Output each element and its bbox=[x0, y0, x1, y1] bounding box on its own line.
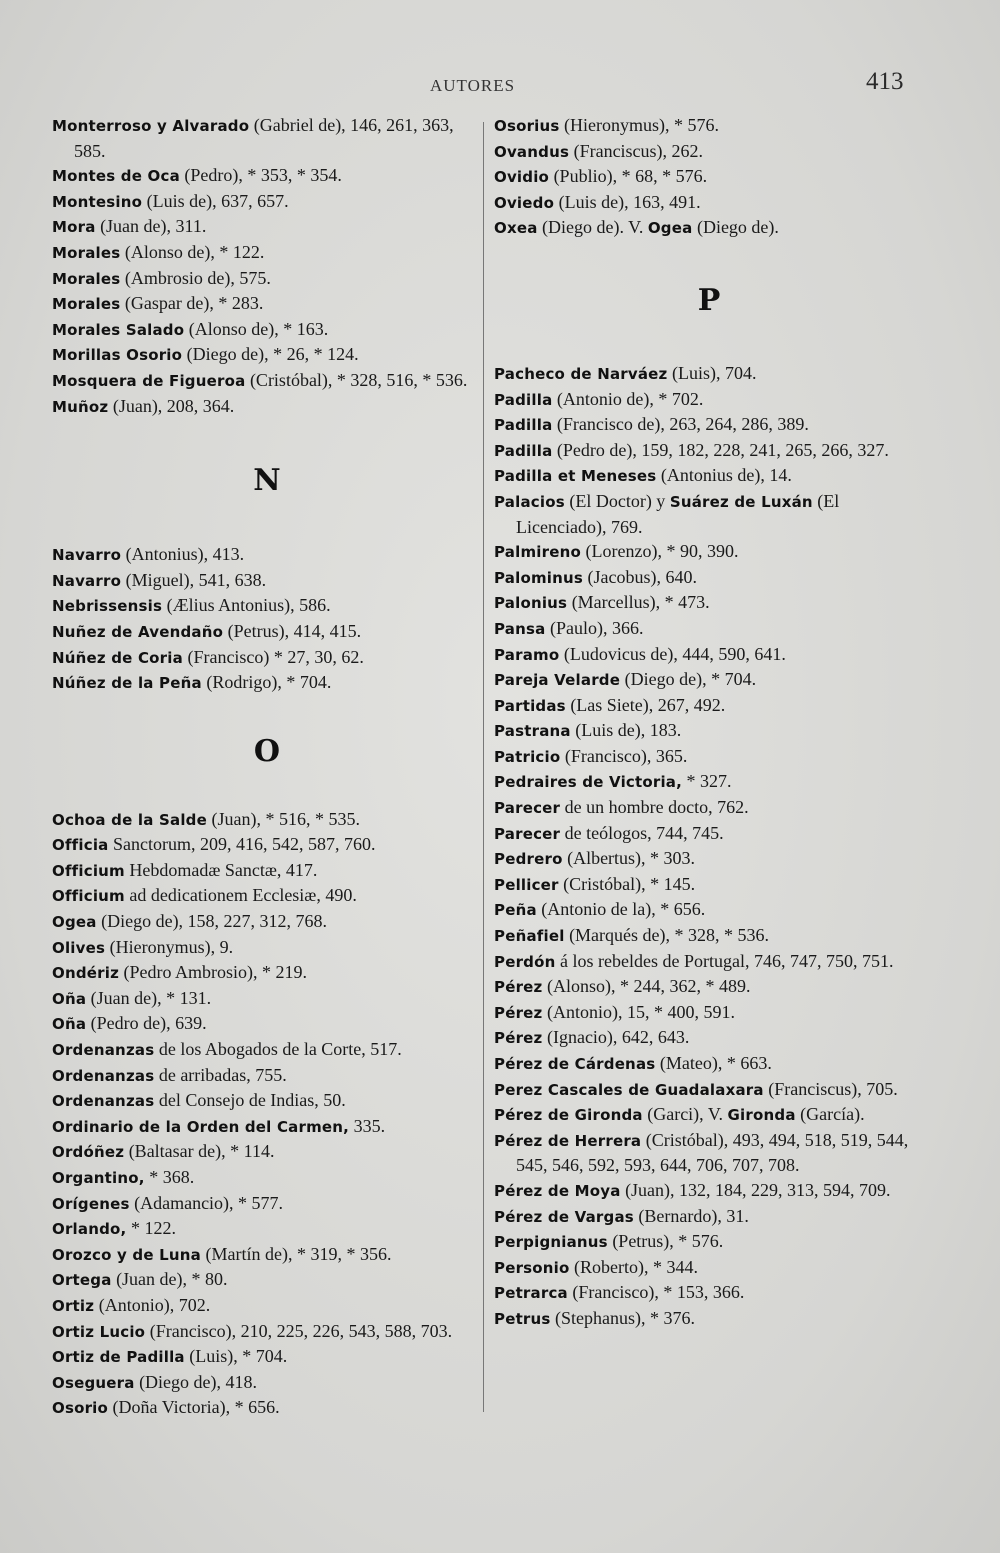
index-entry bbox=[52, 1242, 482, 1268]
index-entry bbox=[52, 1139, 482, 1165]
entry-text: (Martín de), * 319, * 356. bbox=[200, 1243, 392, 1264]
index-entry bbox=[494, 718, 924, 744]
entry-text: (Francisco), * 153, 366. bbox=[567, 1282, 745, 1303]
index-entry bbox=[52, 1191, 482, 1217]
entry-heading: Ortega bbox=[52, 1271, 112, 1290]
index-entry bbox=[52, 266, 482, 292]
index-entry bbox=[494, 139, 924, 165]
entry-heading: Muñoz bbox=[52, 397, 109, 416]
index-entry bbox=[52, 645, 482, 671]
index-entry bbox=[52, 593, 482, 619]
entry-text: * 122. bbox=[126, 1218, 176, 1239]
entry-heading: Pastrana bbox=[494, 722, 571, 741]
index-entry bbox=[494, 1178, 924, 1204]
entry-group-n bbox=[52, 542, 482, 696]
index-entry bbox=[52, 163, 482, 189]
entry-heading: Pérez bbox=[494, 1003, 543, 1022]
entry-heading: Officia bbox=[52, 836, 109, 855]
index-entry bbox=[52, 960, 482, 986]
entry-heading: Peña bbox=[494, 901, 537, 920]
index-entry bbox=[494, 1077, 924, 1103]
section-letter-n-wrap bbox=[52, 419, 482, 542]
index-entry bbox=[494, 897, 924, 923]
entry-heading: Padilla bbox=[494, 416, 553, 435]
section-letter-p: P bbox=[697, 283, 721, 319]
entry-heading: Nuñez de Avendaño bbox=[52, 622, 224, 641]
index-entry bbox=[494, 463, 924, 489]
index-entry bbox=[494, 642, 924, 668]
entry-text: (Bernardo), 31. bbox=[633, 1205, 749, 1226]
entry-text: (Gabriel de), 146, 261, 363, 585. bbox=[74, 115, 454, 161]
entry-group-m bbox=[52, 113, 482, 419]
column-divider bbox=[483, 122, 484, 1412]
index-entry bbox=[494, 949, 924, 975]
entry-text: (Marqués de), * 328, * 536. bbox=[564, 925, 770, 946]
index-entry bbox=[52, 189, 482, 215]
entry-heading: Padilla bbox=[494, 441, 553, 460]
entry-text: (El Licenciado), 769. bbox=[516, 490, 840, 537]
entry-text: (Juan), 208, 364. bbox=[108, 395, 235, 416]
entry-heading: Pérez de Herrera bbox=[494, 1131, 642, 1150]
section-letter-o: O bbox=[253, 733, 281, 769]
index-entry bbox=[52, 670, 482, 696]
entry-text: (Cristóbal), * 145. bbox=[558, 873, 696, 894]
index-entry bbox=[52, 909, 482, 935]
entry-text: del Consejo de Indias, 50. bbox=[154, 1090, 346, 1111]
entry-heading: Montesino bbox=[52, 192, 143, 211]
index-entry bbox=[52, 240, 482, 266]
entry-text: (Ignacio), 642, 643. bbox=[542, 1027, 690, 1048]
entry-text: Sanctorum, 209, 416, 542, 587, 760. bbox=[108, 834, 376, 855]
entry-heading: Pérez de Gironda bbox=[494, 1106, 643, 1125]
index-entry bbox=[52, 619, 482, 645]
index-entry bbox=[494, 872, 924, 898]
index-entry bbox=[52, 832, 482, 858]
index-entry bbox=[494, 590, 924, 616]
entry-text: (Franciscus), 705. bbox=[763, 1078, 898, 1099]
entry-heading: Ogea bbox=[52, 913, 97, 932]
entry-text: (Miguel), 541, 638. bbox=[121, 569, 267, 590]
entry-text: (Luis de), 163, 491. bbox=[554, 191, 701, 212]
index-entry bbox=[494, 1025, 924, 1051]
entry-text: Hebdomadæ Sanctæ, 417. bbox=[124, 859, 318, 880]
index-entry bbox=[494, 489, 924, 539]
index-entry bbox=[52, 1293, 482, 1319]
entry-heading: Paramo bbox=[494, 645, 560, 664]
entry-text: (Publio), * 68, * 576. bbox=[549, 166, 708, 187]
index-entry bbox=[494, 565, 924, 591]
entry-heading: Pellicer bbox=[494, 875, 559, 894]
entry-heading: Osorio bbox=[52, 1399, 109, 1418]
entry-text: (Luis), * 704. bbox=[184, 1346, 288, 1367]
entry-text: (Juan), 132, 184, 229, 313, 594, 709. bbox=[620, 1179, 891, 1200]
entry-heading: Perdón bbox=[494, 952, 556, 971]
index-entry bbox=[494, 190, 924, 216]
entry-heading: Núñez de la Peña bbox=[52, 674, 202, 693]
entry-heading: Oña bbox=[52, 989, 87, 1008]
entry-text: (Petrus), 414, 415. bbox=[223, 620, 362, 641]
entry-text: (Rodrigo), * 704. bbox=[201, 672, 332, 693]
entry-text: * 327. bbox=[682, 771, 732, 792]
entry-heading: Oviedo bbox=[494, 193, 555, 212]
left-column bbox=[52, 113, 482, 1421]
index-entry bbox=[494, 1280, 924, 1306]
entry-text: (Francisco) * 27, 30, 62. bbox=[182, 646, 364, 667]
running-head bbox=[0, 68, 1000, 102]
entry-heading: Padilla et Meneses bbox=[494, 467, 657, 486]
entry-heading: Osorius bbox=[494, 117, 560, 135]
index-entry bbox=[494, 1204, 924, 1230]
entry-heading: Olives bbox=[52, 938, 106, 957]
entry-heading: Petrus bbox=[494, 1309, 551, 1328]
entry-text: (Petrus), * 576. bbox=[607, 1231, 724, 1252]
entry-text: (Francisco), 365. bbox=[560, 745, 688, 766]
index-entry bbox=[52, 935, 482, 961]
entry-text: (El Doctor) y bbox=[564, 490, 670, 511]
entry-text: (García). bbox=[795, 1104, 865, 1125]
index-entry bbox=[494, 667, 924, 693]
entry-heading: Nebrissensis bbox=[52, 597, 163, 616]
entry-heading: Palonius bbox=[494, 594, 568, 613]
index-entry bbox=[52, 1319, 482, 1345]
entry-text: (Ludovicus de), 444, 590, 641. bbox=[559, 643, 786, 664]
entry-heading: Officium bbox=[52, 861, 125, 880]
index-entry bbox=[494, 821, 924, 847]
index-entry bbox=[52, 883, 482, 909]
index-entry bbox=[494, 846, 924, 872]
index-entry bbox=[52, 394, 482, 420]
entry-text: (Juan de), * 80. bbox=[111, 1269, 228, 1290]
index-entry bbox=[52, 1216, 482, 1242]
entry-text: 335. bbox=[349, 1115, 386, 1136]
entry-heading: Pacheco de Narváez bbox=[494, 364, 668, 383]
index-entry bbox=[52, 342, 482, 368]
index-entry bbox=[52, 1165, 482, 1191]
section-letter-o-wrap bbox=[52, 696, 482, 807]
entry-group-o-continued bbox=[494, 113, 924, 241]
entry-heading: Suárez de Luxán bbox=[669, 492, 813, 511]
page-number: 413 bbox=[866, 68, 904, 95]
index-entry bbox=[494, 361, 924, 387]
entry-text: (Mateo), * 663. bbox=[655, 1053, 772, 1073]
entry-text: (Antonio de la), * 656. bbox=[536, 899, 706, 920]
entry-heading: Peñafiel bbox=[494, 927, 565, 946]
entry-heading: Orozco y de Luna bbox=[52, 1245, 201, 1264]
index-entry bbox=[52, 1063, 482, 1089]
index-entry bbox=[494, 113, 924, 139]
entry-text: (Juan de), 311. bbox=[95, 216, 207, 237]
index-entry bbox=[52, 291, 482, 317]
entry-text: (Jacobus), 640. bbox=[583, 566, 698, 587]
entry-text: (Diego de). V. bbox=[537, 217, 648, 238]
entry-heading: Morales bbox=[52, 243, 121, 262]
entry-heading: Ortiz de Padilla bbox=[52, 1348, 185, 1367]
entry-text: (Ælius Antonius), 586. bbox=[162, 595, 331, 616]
entry-heading: Núñez de Coria bbox=[52, 648, 183, 667]
entry-heading: Mosquera de Figueroa bbox=[52, 371, 246, 390]
entry-heading: Gironda bbox=[727, 1106, 796, 1125]
entry-text: (Diego de), * 26, * 124. bbox=[182, 344, 359, 365]
index-entry bbox=[494, 1051, 924, 1077]
index-entry bbox=[494, 795, 924, 821]
entry-heading: Morales Salado bbox=[52, 320, 185, 339]
index-entry bbox=[52, 1267, 482, 1293]
index-entry bbox=[52, 1344, 482, 1370]
entry-text: (Adamancio), * 577. bbox=[129, 1192, 284, 1213]
entry-heading: Montes de Oca bbox=[52, 167, 180, 186]
entry-text: (Albertus), * 303. bbox=[562, 848, 696, 869]
entry-text: (Roberto), * 344. bbox=[569, 1256, 699, 1277]
entry-text: á los rebeldes de Portugal, 746, 747, 750, 751. bbox=[555, 950, 894, 971]
entry-text: (Francisco), 210, 225, 226, 543, 588, 703. bbox=[145, 1320, 453, 1341]
entry-heading: Ogea bbox=[647, 219, 693, 238]
entry-text: (Alonso de), * 163. bbox=[184, 318, 329, 339]
entry-heading: Padilla bbox=[494, 390, 553, 409]
entry-heading: Perez Cascales de Guadalaxara bbox=[494, 1080, 764, 1099]
index-entry bbox=[52, 1088, 482, 1114]
entry-heading: Ovidio bbox=[494, 168, 550, 187]
entry-text: (Diego de), * 704. bbox=[620, 669, 757, 690]
entry-heading: Parecer bbox=[494, 799, 561, 818]
entry-text: * 368. bbox=[144, 1167, 195, 1187]
entry-heading: Oseguera bbox=[52, 1373, 135, 1392]
entry-heading: Pedrero bbox=[494, 850, 563, 869]
entry-heading: Palacios bbox=[494, 492, 565, 511]
index-entry bbox=[52, 986, 482, 1012]
entry-text: de arribadas, 755. bbox=[154, 1064, 287, 1085]
entry-heading: Ordenanzas bbox=[52, 1066, 155, 1085]
entry-heading: Pérez de Vargas bbox=[494, 1207, 634, 1226]
index-entry bbox=[494, 1255, 924, 1281]
index-entry bbox=[494, 616, 924, 642]
entry-text: (Luis), 704. bbox=[667, 362, 757, 383]
index-entry bbox=[494, 164, 924, 190]
index-entry bbox=[494, 438, 924, 464]
entry-text: (Pedro Ambrosio), * 219. bbox=[119, 962, 308, 983]
index-entry bbox=[52, 1011, 482, 1037]
entry-heading: Mora bbox=[52, 218, 96, 237]
right-column bbox=[494, 113, 924, 1332]
entry-heading: Patricio bbox=[494, 747, 561, 766]
entry-heading: Pedraires de Victoria, bbox=[494, 773, 683, 792]
index-entry bbox=[494, 974, 924, 1000]
running-title: AUTORES bbox=[430, 76, 516, 95]
entry-text: (Lorenzo), * 90, 390. bbox=[580, 541, 739, 562]
entry-text: (Doña Victoria), * 656. bbox=[108, 1397, 280, 1418]
entry-text: (Antonio de), * 702. bbox=[552, 388, 704, 409]
entry-text: (Francisco de), 263, 264, 286, 389. bbox=[552, 414, 809, 435]
index-entry bbox=[494, 693, 924, 719]
entry-heading: Navarro bbox=[52, 571, 122, 590]
entry-group-o bbox=[52, 807, 482, 1421]
entry-heading: Orlando, bbox=[52, 1220, 127, 1239]
entry-text: (Ambrosio de), 575. bbox=[120, 267, 271, 288]
entry-heading: Morillas Osorio bbox=[52, 346, 183, 365]
index-entry bbox=[494, 923, 924, 949]
entry-heading: Morales bbox=[52, 269, 121, 288]
entry-text: (Garci), V. bbox=[642, 1104, 728, 1125]
entry-heading: Ondériz bbox=[52, 964, 120, 983]
entry-text: (Juan de), * 131. bbox=[86, 987, 212, 1008]
entry-heading: Partidas bbox=[494, 696, 566, 715]
entry-text: (Antonius), 413. bbox=[121, 544, 245, 565]
entry-text: (Juan), * 516, * 535. bbox=[206, 808, 360, 829]
entry-group-p bbox=[494, 361, 924, 1332]
entry-text: (Diego de). bbox=[692, 217, 779, 238]
entry-text: (Paulo), 366. bbox=[545, 617, 644, 638]
entry-heading: Officium bbox=[52, 887, 125, 906]
section-letter-p-wrap bbox=[494, 241, 924, 361]
entry-text: (Antonius de), 14. bbox=[656, 465, 792, 486]
entry-text: (Diego de), 158, 227, 312, 768. bbox=[96, 911, 328, 932]
entry-text: (Stephanus), * 376. bbox=[550, 1307, 696, 1328]
entry-heading: Oxea bbox=[494, 219, 538, 238]
entry-text: de un hombre docto, 762. bbox=[560, 797, 749, 818]
entry-text: (Antonio), 702. bbox=[94, 1294, 211, 1315]
entry-heading: Palominus bbox=[494, 568, 584, 587]
index-entry bbox=[494, 744, 924, 770]
entry-text: (Marcellus), * 473. bbox=[567, 592, 710, 613]
entry-heading: Palmireno bbox=[494, 543, 581, 562]
entry-text: (Pedro de), 159, 182, 228, 241, 265, 266, 327. bbox=[552, 439, 889, 460]
entry-heading: Ordenanzas bbox=[52, 1092, 155, 1111]
entry-heading: Ortiz bbox=[52, 1296, 95, 1315]
index-entry bbox=[494, 387, 924, 413]
entry-heading: Perpignianus bbox=[494, 1233, 608, 1252]
index-entry bbox=[52, 1370, 482, 1396]
index-entry bbox=[52, 317, 482, 343]
index-entry bbox=[494, 1229, 924, 1255]
index-entry bbox=[52, 542, 482, 568]
entry-text: (Hieronymus), * 576. bbox=[559, 115, 720, 135]
index-entry bbox=[52, 1037, 482, 1063]
entry-heading: Petrarca bbox=[494, 1284, 568, 1303]
entry-text: (Diego de), 418. bbox=[134, 1371, 258, 1392]
entry-text: (Antonio), 15, * 400, 591. bbox=[542, 1001, 735, 1022]
entry-heading: Pérez bbox=[494, 1029, 543, 1048]
entry-text: (Luis de), 183. bbox=[570, 720, 682, 741]
entry-text: (Cristóbal), 493, 494, 518, 519, 544, 545, 546, 592, 593, 644, 706, 707, 708. bbox=[516, 1129, 909, 1176]
entry-heading: Orígenes bbox=[52, 1194, 130, 1213]
entry-text: (Gaspar de), * 283. bbox=[120, 293, 264, 314]
entry-heading: Ordenanzas bbox=[52, 1041, 155, 1060]
entry-text: de teólogos, 744, 745. bbox=[560, 822, 724, 843]
entry-heading: Oña bbox=[52, 1015, 87, 1034]
section-letter-n: N bbox=[253, 463, 281, 499]
index-entry bbox=[52, 568, 482, 594]
entry-heading: Parecer bbox=[494, 824, 561, 843]
index-entry bbox=[494, 1128, 924, 1178]
entry-heading: Pansa bbox=[494, 619, 546, 638]
entry-heading: Pareja Velarde bbox=[494, 671, 621, 690]
index-entry bbox=[52, 1114, 482, 1140]
index-entry bbox=[494, 412, 924, 438]
index-entry bbox=[52, 113, 482, 163]
entry-heading: Morales bbox=[52, 295, 121, 314]
entry-heading: Pérez de Moya bbox=[494, 1181, 621, 1200]
entry-heading: Ochoa de la Salde bbox=[52, 810, 207, 829]
entry-text: (Hieronymus), 9. bbox=[105, 936, 234, 957]
index-entry bbox=[52, 368, 482, 394]
entry-text: ad dedicationem Ecclesiæ, 490. bbox=[124, 885, 357, 906]
entry-text: (Alonso de), * 122. bbox=[120, 241, 265, 262]
index-entry bbox=[52, 807, 482, 833]
entry-heading: Ordinario de la Orden del Carmen, bbox=[52, 1117, 350, 1136]
entry-heading: Ordóñez bbox=[52, 1143, 125, 1162]
entry-heading: Pérez de Cárdenas bbox=[494, 1055, 656, 1073]
entry-heading: Navarro bbox=[52, 546, 122, 565]
index-entry bbox=[494, 539, 924, 565]
entry-text: (Pedro de), 639. bbox=[86, 1013, 207, 1034]
index-entry bbox=[52, 214, 482, 240]
entry-heading: Ortiz Lucio bbox=[52, 1322, 146, 1341]
entry-heading: Ovandus bbox=[494, 142, 570, 161]
index-entry bbox=[494, 1306, 924, 1332]
entry-heading: Organtino, bbox=[52, 1169, 145, 1187]
entry-text: (Luis de), 637, 657. bbox=[142, 190, 289, 211]
entry-text: (Las Siete), 267, 492. bbox=[565, 694, 726, 715]
index-entry bbox=[494, 1000, 924, 1026]
entry-heading: Pérez bbox=[494, 978, 543, 997]
index-entry bbox=[494, 1102, 924, 1128]
entry-text: (Baltasar de), * 114. bbox=[124, 1141, 275, 1162]
index-entry bbox=[52, 1395, 482, 1421]
entry-text: de los Abogados de la Corte, 517. bbox=[154, 1039, 402, 1060]
entry-heading: Monterroso y Alvarado bbox=[52, 117, 250, 135]
entry-text: (Pedro), * 353, * 354. bbox=[179, 165, 342, 186]
entry-text: (Alonso), * 244, 362, * 489. bbox=[542, 976, 751, 997]
entry-text: (Franciscus), 262. bbox=[569, 140, 704, 161]
index-entry bbox=[494, 769, 924, 795]
entry-heading: Personio bbox=[494, 1258, 570, 1277]
entry-text: (Cristóbal), * 328, 516, * 536. bbox=[245, 369, 468, 390]
index-entry bbox=[52, 858, 482, 884]
index-entry bbox=[494, 215, 924, 241]
